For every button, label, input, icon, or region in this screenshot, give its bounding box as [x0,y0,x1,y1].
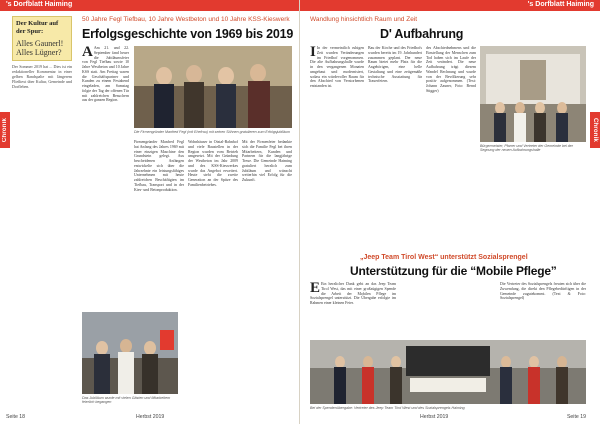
right-side-tab [590,112,600,148]
left-issue-label: Herbst 2019 [136,414,165,420]
comment-column [12,16,72,404]
drop-cap: A [82,46,93,60]
comment-subtitle: Alles Gaunerl! Alles Lügner? [16,39,64,58]
left-kicker: 50 Jahre Fegl Tiefbau, 10 Jahre Westbeton und 10 Jahre KSS-Kieswerk [82,16,290,23]
right-page-number: Seite 19 [566,414,586,420]
left-photo-caption-top: Die Firmengründer Manfred Fegl (mit Ehefrau) mit seinen Söhnen gratulieren zum Erfolgsjubiläum [134,130,290,134]
left-text-col-3: Wohnhäuser in Ötztal-Bahnhof und viele Baustellen in der Region wurden vom Betrieb umgesetzt. Mit der Gründung der Westbeton im Jahr 2009 und des KSS-Kieswerkes wurde das Angebot erweitert. Heute steht die zweite Generation an der Spitze des Familienbetriebes. [188,140,238,187]
left-side-tab [0,112,10,148]
right-subhead: „Jeep Team Tirol West“ unterstützt Sozialsprengel [360,254,528,261]
spendenuebergabe-photo [310,340,586,404]
left-photo-caption-bottom: Das Jubiläum wurde mit vielen Gästen und Mitarbeitern feierlich begangen [82,396,171,405]
right-side-tab-label: Chronik [592,117,598,143]
right-text-col-3: des Abschiednehmens und die Einstellung der Menschen zum Tod haben sich im Laufe der Zeit verändert. Die neue Aufbahrung trägt diesem Wandel Rechnung und wurde von der Bevölkerung sehr positiv aufgenommen. (Text: Johann Zauner, Foto: Bernd Stigger) [426,46,476,93]
right-drop-cap-2: E [310,282,321,296]
left-title: Erfolgsgeschichte von 1969 bis 2019 [82,27,294,41]
right-title: D' Aufbahrung [380,27,464,41]
celebration-photo [82,312,178,394]
left-side-tab-label: Chronik [2,117,8,143]
comment-headline: Der Kultur auf der Spur: [16,20,59,35]
right-kicker: Wandlung hinsichtlich Raum und Zeit [310,16,418,23]
left-page-number: Seite 18 [6,414,26,420]
aufbahrung-photo [480,46,586,142]
comment-box [12,16,72,61]
right-header-brand: 's Dorfblatt Haiming [527,1,594,8]
left-header-bar [0,0,300,11]
right-issue-label: Herbst 2019 [420,414,449,420]
right-photo2-caption: Bei der Spendenübergabe: Vertreter des Jeep Team Tirol West und des Sozialsprengels Haiming [310,406,465,410]
fegl-family-photo [134,46,292,128]
right-text-col-5: Die Vertreter des Sozialsprengels freuten sich über die Zuwendung, die direkt den Pflegebedürftigen in der Gemeinde zugutekommt. (Text & Foto: Sozialsprengel) [500,282,586,301]
right-col4-text: Ein herzlicher Dank geht an das Jeep Team Tirol West, das mit einer großzügigen Spende die Arbeit der Mobilen Pflege im Sozialsprengel unterstützt. Die Übergabe erfolgte im Rahmen einer kleinen Feier. [310,282,396,305]
right-text-col-2: Bau der Kirche und des Friedhofs wurden bereits im 19. Jahrhundert zusammen geplant. Der neue Raum bietet mehr Platz für die Angehörigen, eine helle Gestaltung und eine zeitgemäße technische Ausstattung für Trauerfeiern. [368,46,422,84]
right-col1-text: In der vermeintlich ruhigen Zeit wurden Veränderungen im Friedhof vorgenommen. Die alte Aufbahrungshalle wurde in den vergangenen Monaten umgebaut und modernisiert, sodass ein würdevoller Raum für den Abschied von Verstorbenen entstanden ist. [310,46,364,88]
right-drop-cap: I [310,46,316,60]
right-header-bar [300,0,600,11]
right-photo-caption: Bürgermeister, Pfarrer und Vertreter der Gemeinde bei der Segnung der neuen Aufbahrungshalle [480,144,573,153]
right-title-2: Unterstützung für die “Mobile Pflege” [350,264,557,278]
left-header-brand: 's Dorfblatt Haiming [6,1,73,8]
left-text-col-4: Mit der Firmenfeier bedankte sich die Familie Fegl bei ihren Mitarbeitern, Kunden und Partnern für die langjährige Treue. Die Gemeinde Haiming gratuliert herzlich zum Jubiläum und wünscht weiterhin viel Erfolg für die Zukunft. [242,140,292,182]
comment-body: Der Sommer 2019 hat ... Dies ist ein redaktioneller Kommentar in einer gelben Randspalte mit längerem Fließtext über Kultur, Gemeinde und Dorfleben. [12,65,72,89]
right-page [300,0,600,424]
left-text-col-2: Firmengründer Manfred Fegl hat Anfang des Jahres 1969 mit einer einzigen Maschine den Grundstein gelegt. Aus bescheidenen Anfängen entwickelte sich über die Jahrzehnte ein leistungsfähiges Unternehmen mit heute zahlreichen Beschäftigten im Tiefbau, Transport und in der Kies- und Betonproduktion. [134,140,184,192]
right-text-col-4 [310,282,396,338]
left-col1-text: Am 21. und 22. September fand heuer die Jubiläumsfeier von Fegl Tiefbau sowie 10 Jahre Westbeton und 10 Jahre KSS statt. Am Freitag waren die Geschäftspartner und Kunden zu einem Festabend eingeladen, am Samstag folgte der Tag der offenen Tür mit zahlreichen Besuchern aus der ganzen Region. [82,46,129,103]
right-text-col-1 [310,46,364,242]
